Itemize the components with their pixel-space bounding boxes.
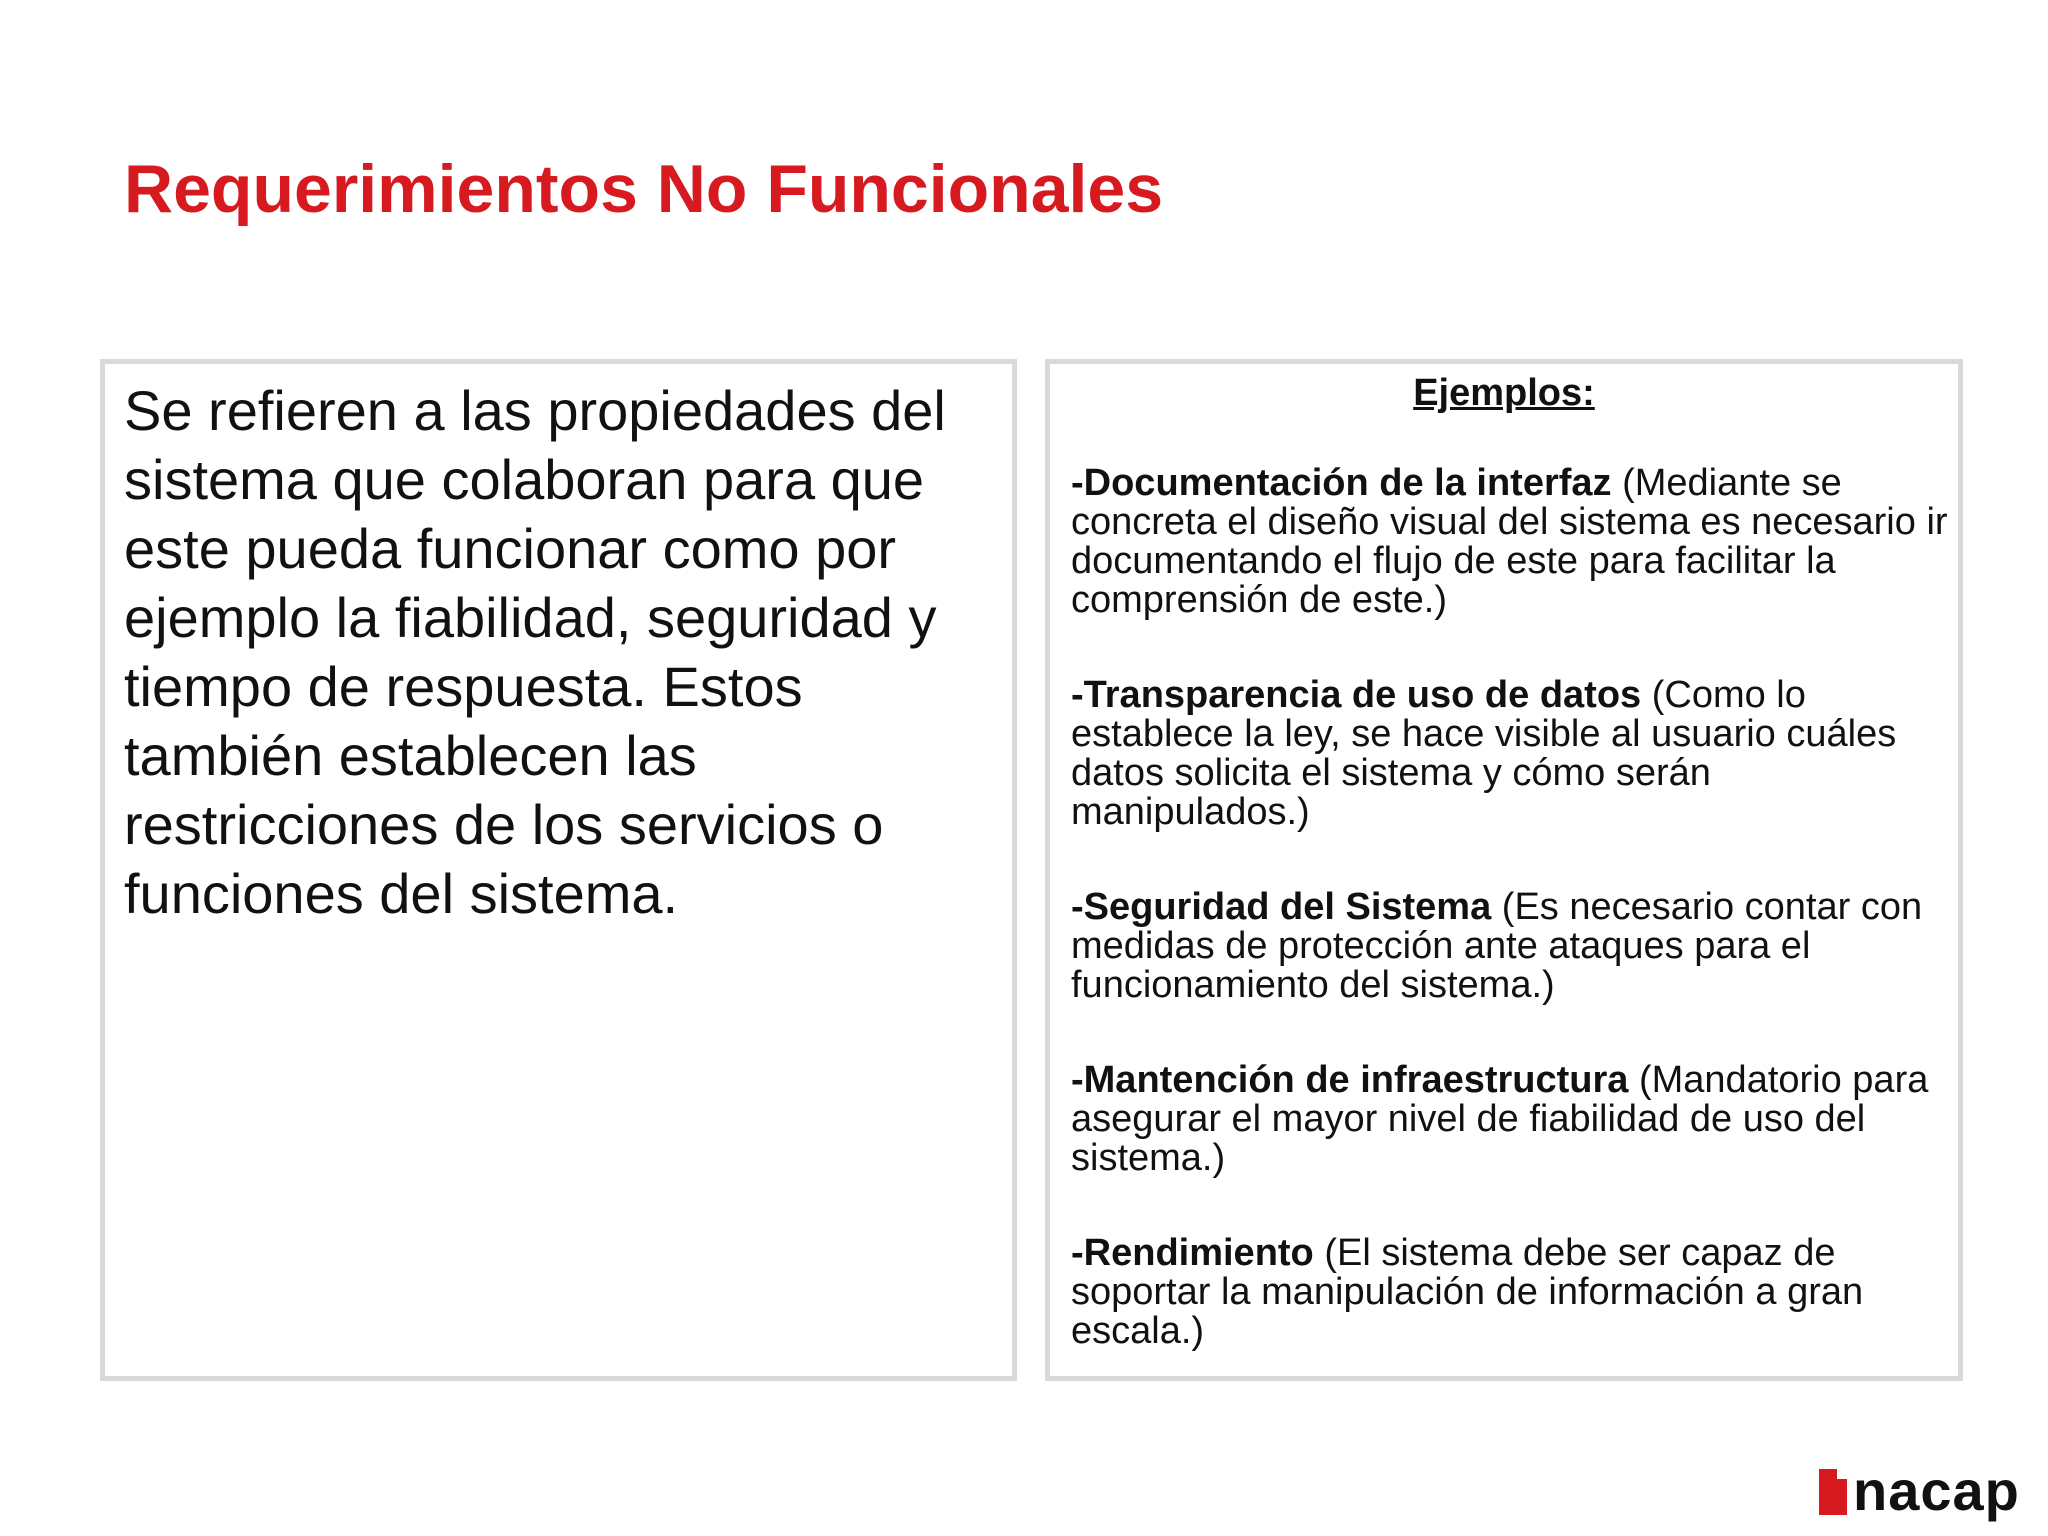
example-description: (Como lo establece la ley, se hace visible al usuario cuáles datos solicita el sistema y cómo serán manipulados.) [1071, 674, 1897, 833]
example-term: -Seguridad del Sistema [1071, 886, 1492, 928]
example-item [1071, 1234, 1951, 1351]
example-item [1071, 676, 1951, 832]
definition-text: Se refieren a las propiedades del sistema que colaboran para que este pueda funcionar como por ejemplo la fiabilidad, seguridad y tiempo de respuesta. Estos también establecen las restricciones de los servicios o funciones del sistema. [124, 379, 946, 925]
inacap-logo-mark-icon [1819, 1469, 1847, 1515]
examples-heading: Ejemplos: [1413, 372, 1595, 414]
example-description: (Es necesario contar con medidas de protección ante ataques para el funcionamiento del sistema.) [1071, 886, 1923, 1006]
definition-panel [100, 359, 1017, 1381]
example-term: -Transparencia de uso de datos [1071, 674, 1642, 716]
inacap-logo [1819, 1459, 2020, 1522]
logo-text: nacap [1853, 1459, 2020, 1522]
slide-title: Requerimientos No Funcionales [124, 151, 1164, 227]
example-description: (El sistema debe ser capaz de soportar la manipulación de información a gran escala.) [1071, 1232, 1864, 1352]
example-term: -Mantención de infraestructura [1071, 1059, 1629, 1101]
example-item [1071, 1061, 1951, 1178]
example-item [1071, 888, 1951, 1005]
examples-panel [1045, 359, 1963, 1381]
example-description: (Mandatorio para asegurar el mayor nivel de fiabilidad de uso del sistema.) [1071, 1059, 1929, 1179]
example-term: -Documentación de la interfaz [1071, 462, 1612, 504]
example-description: (Mediante se concreta el diseño visual del sistema es necesario ir documentando el flujo de este para facilitar la comprensión de este.) [1071, 462, 1948, 621]
example-item [1071, 464, 1951, 620]
example-term: -Rendimiento [1071, 1232, 1314, 1274]
